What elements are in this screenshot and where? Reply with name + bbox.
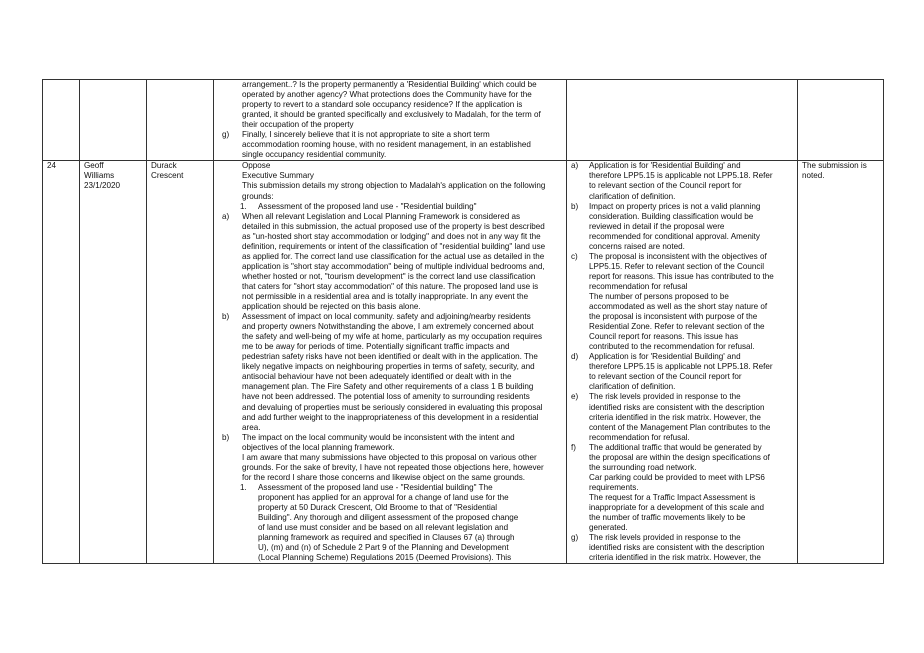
text-line: application should be rejected on this basis alone.: [242, 302, 421, 312]
text-line: Building". Any thorough and diligent assessment of the proposed change: [258, 513, 519, 523]
text-line: property to revert to a standard sole occupancy residence? If the application is: [242, 100, 523, 110]
position-text: Oppose: [242, 161, 271, 171]
point-a: [218, 212, 562, 312]
continued-text: [218, 80, 562, 130]
response-a: [571, 161, 793, 201]
text-line: management plan. The Fire Safety and other requirements of a class 1 B building: [242, 382, 534, 392]
point-b: [218, 312, 562, 433]
text-line: clarification of definition.: [589, 191, 676, 201]
numbered-item-continuation: [218, 493, 562, 563]
text-line: recommendation for refusal.: [589, 432, 690, 442]
outcome-text: noted.: [802, 171, 825, 181]
submission-number-cell: [43, 161, 80, 564]
submission-number: 24: [47, 161, 57, 171]
text-line: likely negative impacts on neighbouring properties in terms of safety, security, and: [242, 362, 535, 372]
outcome-cell: [798, 161, 884, 564]
text-line: Finally, I sincerely believe that it is not appropriate to site a short term: [242, 130, 490, 140]
numbered-item: [218, 483, 562, 493]
summary-block: [218, 161, 562, 201]
location-text: Crescent: [151, 171, 184, 181]
text-line: property at 50 Durack Crescent, Old Broome to that of "Residential: [258, 502, 498, 512]
text-line: application is "short stay accommodation" being of multiple individual bedrooms and,: [242, 261, 545, 271]
item-number: 1.: [240, 201, 247, 211]
response-cell: [567, 161, 798, 564]
text-line: Car parking could be provided to meet with LPS6: [589, 472, 765, 482]
text-line: report for reasons. This issue has contributed to the: [589, 271, 774, 281]
point-label: a): [222, 211, 230, 221]
submitter-name: Geoff: [84, 161, 104, 171]
text-line: the number of traffic movements likely to be: [589, 513, 746, 523]
point-label: d): [571, 352, 579, 362]
outcome-text: The submission is: [802, 161, 867, 171]
point-label: e): [571, 392, 579, 402]
text-line: granted, it should be granted specifically and exclusively to Madalah, for the term of: [242, 110, 541, 120]
text-line: whether hosted or not, "tourism development" is the correct land use classification: [242, 271, 536, 281]
text-line: Application is for 'Residential Building' and: [589, 352, 741, 362]
text-line: criteria identified in the risk matrix. However, the: [589, 553, 761, 563]
text-line: Residential Zone. Refer to relevant section of the: [589, 322, 765, 332]
text-line: The request for a Traffic Impact Assessment is: [589, 492, 756, 502]
text-line: that caters for "short stay accommodation" of this nature. The proposed land use is: [242, 281, 539, 291]
text-line: accommodated as well as the short stay nature of: [589, 302, 768, 312]
text-line: LPP5.15. Refer to relevant section of the Council: [589, 261, 765, 271]
text-line: recommended for conditional approval. Amenity: [589, 231, 760, 241]
text-line: Council report for reasons. This issue has: [589, 332, 739, 342]
text-line: requirements.: [589, 482, 639, 492]
response-c: [571, 252, 793, 352]
response-cell: [567, 80, 798, 161]
text-line: to relevant section of the Council report for: [589, 372, 742, 382]
text-line: pedestrian safety risks have not been identified or dealt with in the application. The: [242, 352, 538, 362]
submission-date: 23/1/2020: [84, 181, 121, 191]
response-d: [571, 352, 793, 392]
point-g: [218, 130, 562, 160]
response-e: [571, 392, 793, 442]
text-line: Application is for 'Residential Building' and: [589, 161, 741, 171]
text-line: reviewed in detail if the proposal were: [589, 221, 725, 231]
text-line: The additional traffic that would be generated by: [589, 442, 762, 452]
item-number: 1.: [240, 482, 247, 492]
numbered-item: [218, 202, 562, 212]
text-line: When all relevant Legislation and Local Planning Framework is considered as: [242, 211, 521, 221]
text-line: The risk levels provided in response to the: [589, 533, 741, 543]
location-text: Durack: [151, 161, 177, 171]
text-line: Assessment of impact on local community. safety and adjoining/nearby residents: [242, 312, 531, 322]
text-line: area.: [242, 422, 261, 432]
point-label: g): [571, 533, 579, 543]
location-cell: [147, 161, 214, 564]
submission-text-cell: [214, 80, 567, 161]
text-line: have not been addressed. The potential loss of amenity to surrounding residents: [242, 392, 530, 402]
point-label: c): [571, 251, 578, 261]
text-line: U), (m) and (n) of Schedule 2 Part 9 of the Planning and Development: [258, 543, 509, 553]
text-line: Assessment of the proposed land use - "Residential building" The: [258, 482, 493, 492]
submission-number-cell: [43, 80, 80, 161]
text-line: for the record I share those concerns and likewise object on the same grounds.: [242, 472, 525, 482]
text-line: generated.: [589, 523, 628, 533]
text-line: detailed in this submission, the actual proposed use of the property is best described: [242, 221, 545, 231]
submitter-name: Williams: [84, 171, 115, 181]
text-line: identified risks are consistent with the description: [589, 543, 765, 553]
point-label: f): [571, 442, 576, 452]
text-line: Impact on property prices is not a valid planning: [589, 201, 761, 211]
text-line: of land use must consider and be based on all relevant legislation and: [258, 523, 509, 533]
text-line: as "un-hosted short stay accommodation or lodging" and does not in any way fit the: [242, 231, 541, 241]
text-line: identified risks are consistent with the description: [589, 402, 765, 412]
location-cell: [147, 80, 214, 161]
text-line: proponent has applied for an approval for a change of land use for the: [258, 492, 509, 502]
text-line: to relevant section of the Council report for: [589, 181, 742, 191]
text-line: therefore LPP5.15 is applicable not LPP5.18. Refer: [589, 362, 773, 372]
text-line: clarification of definition.: [589, 382, 676, 392]
text-line: as applied for. The correct land use classification for the actual use as detailed in the: [242, 251, 545, 261]
text-line: criteria identified in the risk matrix. However, the: [589, 412, 761, 422]
point-b-second: [218, 433, 562, 483]
text-line: inappropriate for a development of this scale and: [589, 502, 765, 512]
text-line: concerns raised are noted.: [589, 241, 685, 251]
text-line: their occupation of the property: [242, 120, 354, 130]
text-line: The risk levels provided in response to the: [589, 392, 741, 402]
section-heading: Executive Summary: [242, 171, 314, 181]
text-line: single occupancy residential community.: [242, 150, 387, 160]
submission-text-cell: [214, 161, 567, 564]
text-line: (Local Planning Scheme) Regulations 2015 (Deemed Provisions). This: [258, 553, 512, 563]
response-b: [571, 202, 793, 252]
point-label: b): [222, 312, 230, 322]
text-line: the safety and well-being of my wife at home, particularly as my occupation requires: [242, 332, 543, 342]
submissions-table: [42, 79, 884, 564]
text-line: planning framework as required and specified in Clauses 67 (a) through: [258, 533, 515, 543]
text-line: the surrounding road network.: [589, 462, 697, 472]
submitter-cell: [80, 161, 147, 564]
text-line: the proposal are within the design specifications of: [589, 452, 770, 462]
text-line: the proposal is inconsistent with purpose of the: [589, 312, 758, 322]
text-line: contributed to the recommendation for refusal.: [589, 342, 755, 352]
text-line: not permissible in a residential area and is totally inappropriate. In any event the: [242, 291, 529, 301]
text-line: and add further weight to the inappropriateness of this development in a residential: [242, 412, 539, 422]
response-f: [571, 443, 793, 533]
text-line: The impact on the local community would be inconsistent with the intent and: [242, 432, 515, 442]
point-label: a): [571, 161, 579, 171]
text-line: me to be away for periods of time. Potentially significant traffic impacts and: [242, 342, 510, 352]
text-line: consideration. Building classification would be: [589, 211, 754, 221]
table-row: [43, 80, 884, 161]
response-g: [571, 533, 793, 563]
table-row: [43, 161, 884, 564]
text-line: grounds:: [242, 191, 274, 201]
submitter-cell: [80, 80, 147, 161]
text-line: arrangement..? Is the property permanently a 'Residential Building' which could be: [242, 80, 537, 89]
text-line: The number of persons proposed to be: [589, 291, 729, 301]
text-line: recommendation for refusal: [589, 281, 688, 291]
text-line: accommodation rooming house, with no resident management, in an established: [242, 140, 531, 150]
outcome-cell: [798, 80, 884, 161]
point-label: b): [222, 432, 230, 442]
text-line: content of the Management Plan contributes to the: [589, 422, 771, 432]
text-line: grounds. For the sake of brevity, I have not repeated those objections here, however: [242, 462, 544, 472]
text-line: definition, requirements or intent of the classification of "residential building" land use: [242, 241, 546, 251]
text-line: and devaluing of properties must be seriously considered in evaluating this proposal: [242, 402, 543, 412]
text-line: therefore LPP5.15 is applicable not LPP5.18. Refer: [589, 171, 773, 181]
text-line: Assessment of the proposed land use - "Residential building": [258, 201, 477, 211]
text-line: antisocial behaviour have not been adequately identified or dealt with in the: [242, 372, 512, 382]
point-label: g): [222, 130, 230, 140]
text-line: operated by another agency? What protections does the Community have for the: [242, 90, 532, 100]
text-line: I am aware that many submissions have objected to this proposal on various other: [242, 452, 537, 462]
text-line: and property owners Notwithstanding the above, I am extremely concerned about: [242, 322, 534, 332]
text-line: objectives of the local planning framework.: [242, 442, 395, 452]
point-label: b): [571, 201, 579, 211]
text-line: The proposal is inconsistent with the objectives of: [589, 251, 767, 261]
text-line: This submission details my strong objection to Madalah's application on the following: [242, 181, 546, 191]
